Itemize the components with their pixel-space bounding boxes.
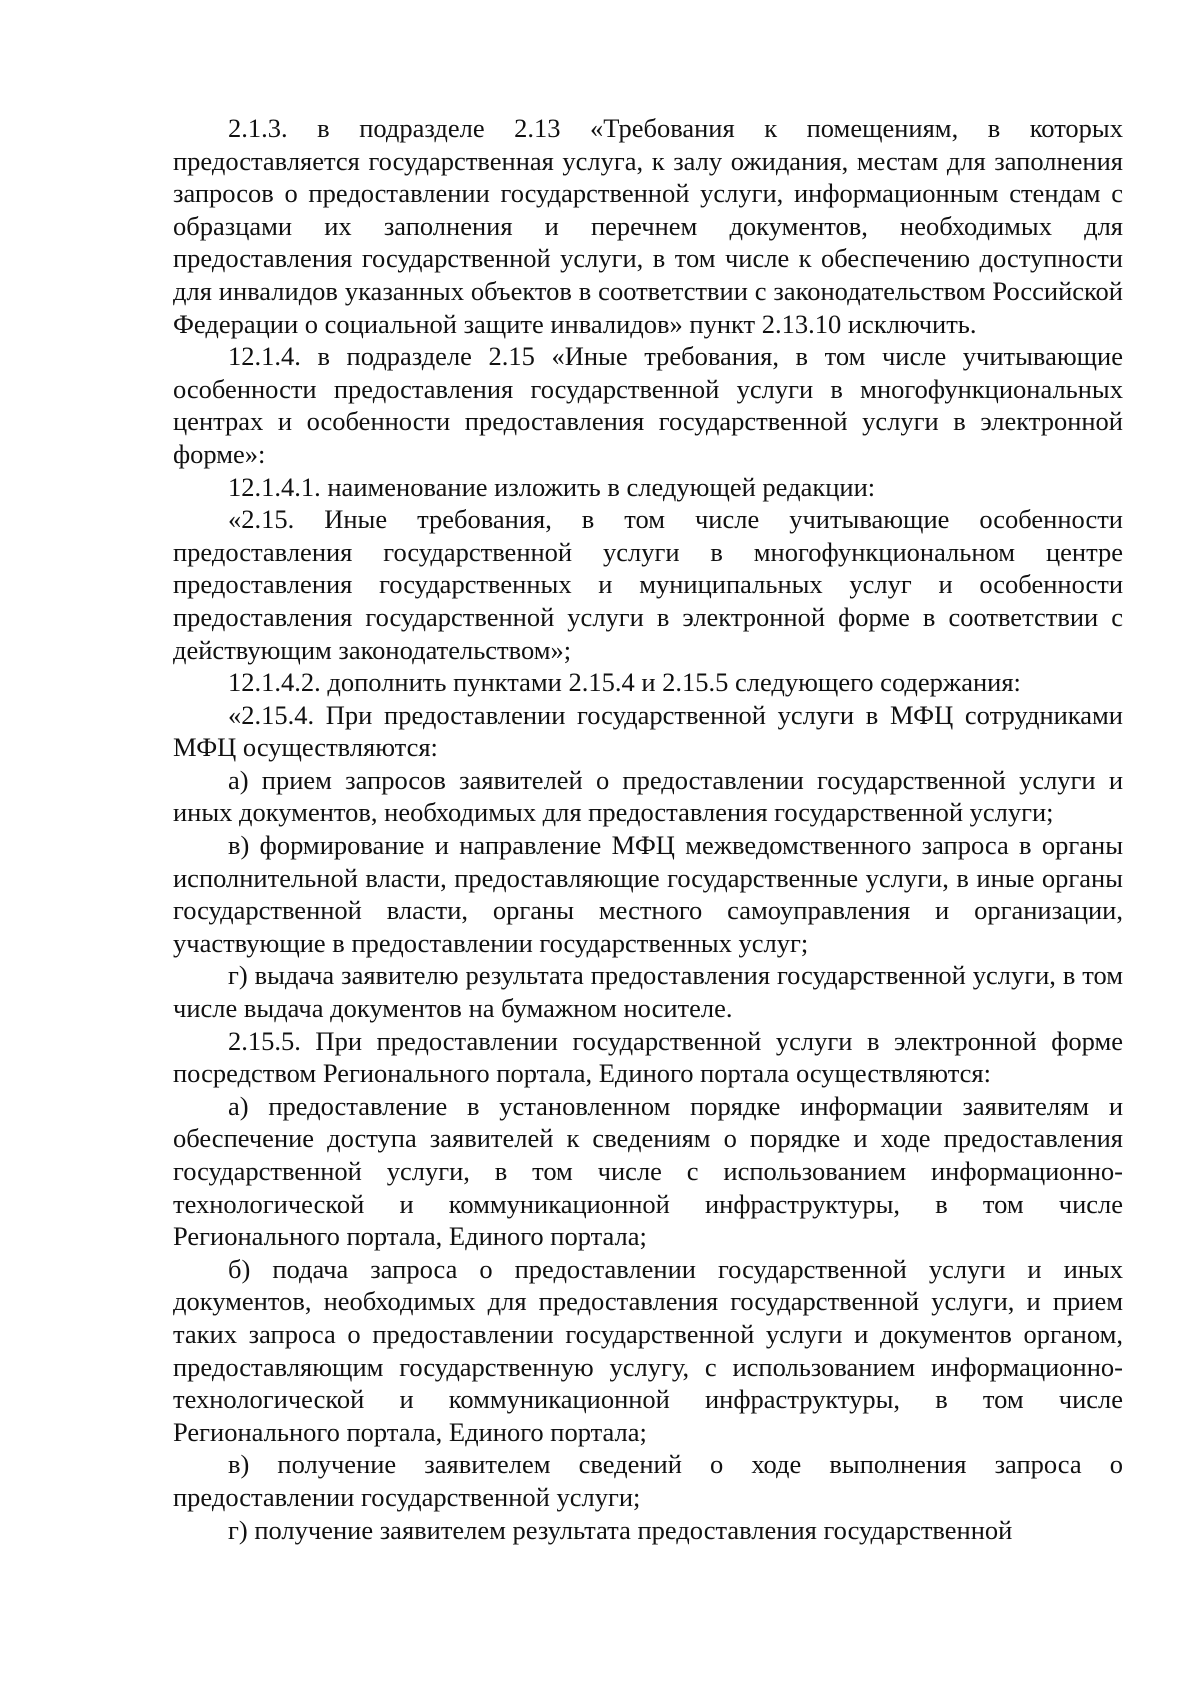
paragraph-2-15-4-v: в) формирование и направление МФЦ межведомственного запроса в органы исполнительной власти, предоставляющие государственные услуги, в иные органы государственной власти, органы местного самоуправления и организации, участвующие в предоставлении государственных услуг; xyxy=(173,830,1123,958)
document-page xyxy=(173,112,1123,1546)
paragraph-12-1-4-1: 12.1.4.1. наименование изложить в следующей редакции: xyxy=(228,471,876,502)
paragraph-2-1-3: 2.1.3. в подразделе 2.13 «Требования к помещениям, в которых предоставляется государственная услуга, к залу ожидания, местам для заполнения запросов о предоставлении государственной услуги, информационным стендам с образцами их заполнения и перечнем документов, необходимых для предоставления государственной услуги, в том числе к обеспечению доступности для инвалидов указанных объектов в соответствии с законодательством Российской Федерации о социальной защите инвалидов» пункт 2.13.10 исключить. xyxy=(173,113,1123,339)
paragraph-12-1-4: 12.1.4. в подразделе 2.15 «Иные требования, в том числе учитывающие особенности предоставления государственной услуги в многофункциональных центрах и особенности предоставления государственной услуги в электронной форме»: xyxy=(173,341,1123,469)
paragraph-2-15-5-a: а) предоставление в установленном порядке информации заявителям и обеспечение доступа заявителей к сведениям о порядке и ходе предоставления государственной услуги, в том числе с использованием информационно-технологической и коммуникационной инфраструктуры, в том числе Регионального портала, Единого портала; xyxy=(173,1090,1123,1252)
paragraph-2-15-5-b: б) подача запроса о предоставлении государственной услуги и иных документов, необходимых для предоставления государственной услуги, и прием таких запроса о предоставлении государственной услуги и документов органом, предоставляющим государственную услугу, с использованием информационно-технологической и коммуникационной инфраструктуры, в том числе Регионального портала, Единого портала; xyxy=(173,1253,1123,1447)
paragraph-2-15-5: 2.15.5. При предоставлении государственной услуги в электронной форме посредством Регионального портала, Единого портала осуществляются: xyxy=(173,1025,1123,1089)
paragraph-12-1-4-2: 12.1.4.2. дополнить пунктами 2.15.4 и 2.15.5 следующего содержания: xyxy=(228,667,1021,698)
paragraph-2-15: «2.15. Иные требования, в том числе учитывающие особенности предоставления государственной услуги в многофункциональном центре предоставления государственных и муниципальных услуг и особенности предоставления государственной услуги в электронной форме в соответствии с действующим законодательством»; xyxy=(173,504,1123,665)
paragraph-2-15-5-g: г) получение заявителем результата предоставления государственной xyxy=(228,1514,1013,1545)
paragraph-2-15-4: «2.15.4. При предоставлении государственной услуги в МФЦ сотрудниками МФЦ осуществляются: xyxy=(173,699,1123,763)
paragraph-2-15-4-g: г) выдача заявителю результата предоставления государственной услуги, в том числе выдача документов на бумажном носителе. xyxy=(173,960,1123,1024)
paragraph-2-15-5-v: в) получение заявителем сведений о ходе выполнения запроса о предоставлении государственной услуги; xyxy=(173,1449,1123,1512)
paragraph-2-15-4-a: а) прием запросов заявителей о предоставлении государственной услуги и иных документов, необходимых для предоставления государственной услуги; xyxy=(173,764,1123,828)
